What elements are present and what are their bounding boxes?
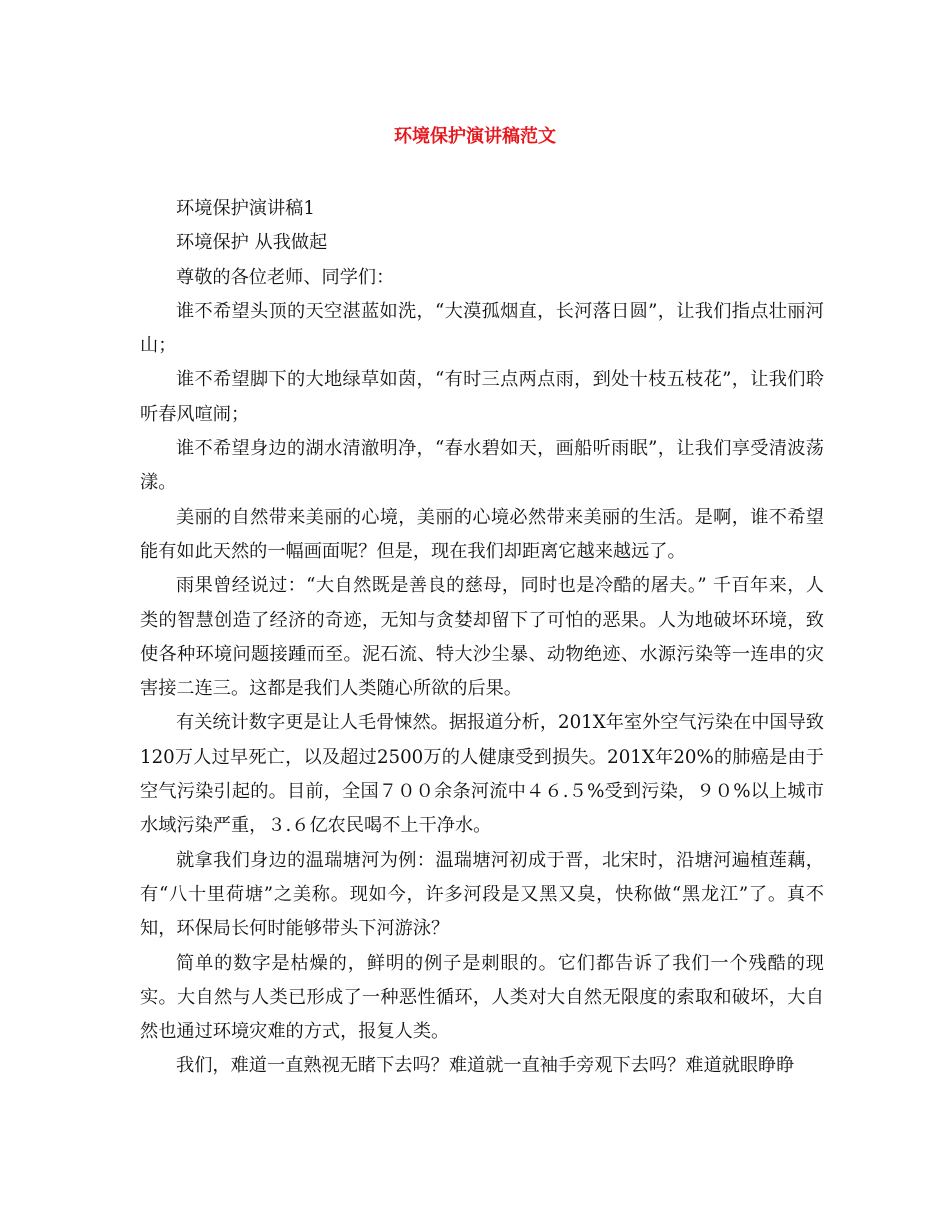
- paragraph-question: 我们，难道一直熟视无睹下去吗？难道就一直袖手旁观下去吗？难道就眼睁睁: [176, 1055, 795, 1077]
- paragraph-earth: 谁不希望脚下的大地绿草如茵，“有时三点两点雨，到处十枝五枝花”，让我们聆听春风喧闹；: [140, 369, 824, 425]
- paragraph-heading-1: 环境保护演讲稿1: [176, 198, 315, 219]
- paragraph-river-example: 就拿我们身边的温瑞塘河为例：温瑞塘河初成于晋，北宋时，沿塘河遍植莲藕，有“八十里荷塘”之美称。现如今，许多河段是又黑又臭，快称做“黑龙江”了。真不知，环保局长何时能够带头下河游泳？: [140, 849, 824, 940]
- paragraph-salutation: 尊敬的各位老师、同学们：: [176, 266, 395, 288]
- document-title: 环境保护演讲稿范文: [394, 126, 556, 147]
- paragraph-reality: 简单的数字是枯燥的，鲜明的例子是刺眼的。它们都告诉了我们一个残酷的现实。大自然与人类已形成了一种恶性循环，人类对大自然无限度的索取和破坏，大自然也通过环境灾难的方式，报复人类。: [140, 952, 824, 1043]
- paragraph-hugo-quote: 雨果曾经说过：“大自然既是善良的慈母，同时也是冷酷的屠夫。” 千百年来，人类的智慧创造了经济的奇迹，无知与贪婪却留下了可怕的恶果。人为地破坏环境，致使各种环境问题接踵而至。泥石流、特大沙尘暴、动物绝迹、水源污染等一连串的灾害接二连三。这都是我们人类随心所欲的后果。: [140, 575, 824, 700]
- document-body: [140, 192, 824, 1084]
- paragraph-lake: 谁不希望身边的湖水清澈明净，“春水碧如天，画船听雨眠”，让我们享受清波荡漾。: [140, 438, 824, 494]
- paragraph-beauty: 美丽的自然带来美丽的心境，美丽的心境必然带来美丽的生活。是啊，谁不希望能有如此天然的一幅画面呢？但是，现在我们却距离它越来越远了。: [140, 506, 824, 562]
- paragraph-sky: 谁不希望头顶的天空湛蓝如洗，“大漠孤烟直，长河落日圆”，让我们指点壮丽河山；: [140, 300, 824, 357]
- paragraph-subtitle: 环境保护 从我做起: [176, 232, 328, 254]
- paragraph-statistics: 有关统计数字更是让人毛骨悚然。据报道分析，201X年室外空气污染在中国导致120万人过早死亡，以及超过2500万的人健康受到损失。201X年20%的肺癌是由于空气污染引起的。目前，全国７００余条河流中４６.５%受到污染，９０%以上城市水域污染严重，３.６亿农民喝不上干净水。: [140, 712, 824, 837]
